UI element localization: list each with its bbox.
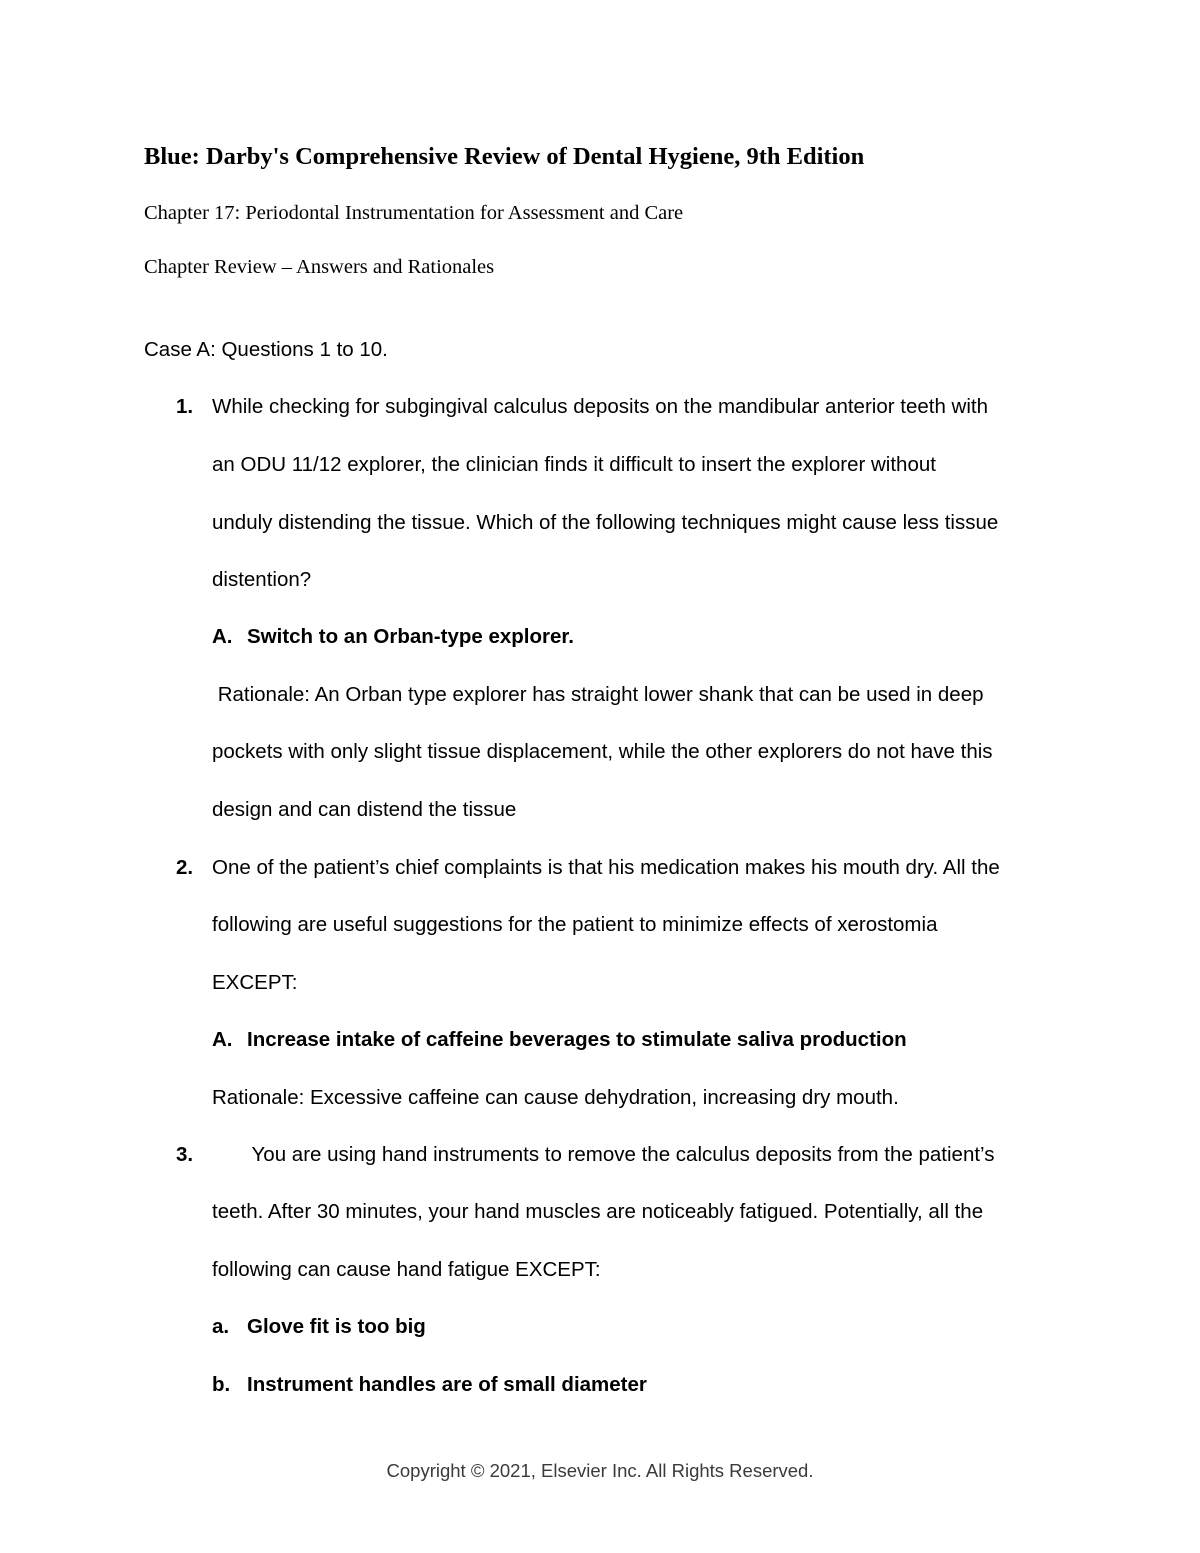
question-text-line: EXCEPT: <box>212 971 298 994</box>
question-text-line: You are using hand instruments to remove the calculus deposits from the patient’s <box>212 1143 995 1166</box>
document-title: Blue: Darby's Comprehensive Review of Dental Hygiene, 9th Edition <box>144 143 865 170</box>
question-text-line: unduly distending the tissue. Which of the following techniques might cause less tissue <box>212 511 999 534</box>
copyright-footer: Copyright © 2021, Elsevier Inc. All Rights Reserved. <box>386 1460 814 1481</box>
answer-text: Glove fit is too big <box>247 1315 426 1338</box>
rationale-line: Rationale: Excessive caffeine can cause dehydration, increasing dry mouth. <box>212 1086 899 1109</box>
question-text-line: teeth. After 30 minutes, your hand muscles are noticeably fatigued. Potentially, all the <box>212 1200 984 1223</box>
question-text-line: One of the patient’s chief complaints is that his medication makes his mouth dry. All the <box>212 856 1000 879</box>
section-heading: Chapter Review – Answers and Rationales <box>144 256 495 278</box>
question-text-line: distention? <box>212 568 312 591</box>
rationale-line: pockets with only slight tissue displacement, while the other explorers do not have this <box>212 740 993 763</box>
question-number: 3. <box>176 1143 194 1166</box>
question-number: 1. <box>176 395 194 418</box>
answer-text: Increase intake of caffeine beverages to stimulate saliva production <box>247 1028 907 1051</box>
answer-letter: b. <box>212 1373 231 1396</box>
rationale-line: design and can distend the tissue <box>212 798 517 821</box>
case-heading: Case A: Questions 1 to 10. <box>144 338 388 361</box>
question-text-line: an ODU 11/12 explorer, the clinician finds it difficult to insert the explorer without <box>212 453 936 476</box>
answer-letter: A. <box>212 625 233 648</box>
chapter-heading: Chapter 17: Periodontal Instrumentation for Assessment and Care <box>144 202 684 224</box>
rationale-line: Rationale: An Orban type explorer has straight lower shank that can be used in deep <box>212 683 984 706</box>
answer-text: Switch to an Orban-type explorer. <box>247 625 574 648</box>
question-number: 2. <box>176 856 194 879</box>
answer-letter: a. <box>212 1315 230 1338</box>
answer-letter: A. <box>212 1028 233 1051</box>
question-text-line: following are useful suggestions for the patient to minimize effects of xerostomia <box>212 913 938 936</box>
question-text-line: While checking for subgingival calculus deposits on the mandibular anterior teeth with <box>212 395 989 418</box>
answer-text: Instrument handles are of small diameter <box>247 1373 647 1396</box>
question-text-line: following can cause hand fatigue EXCEPT: <box>212 1258 601 1281</box>
